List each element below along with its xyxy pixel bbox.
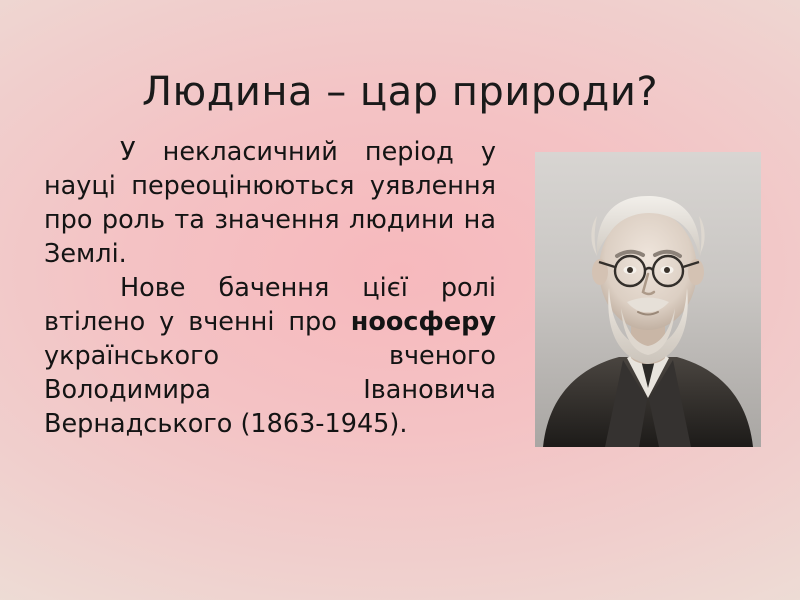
paragraph-2-bold-term: ноосферу <box>350 307 496 338</box>
portrait-figure <box>535 152 761 447</box>
portrait-image <box>535 152 761 447</box>
paragraph-1: У некласичний період у науці переоцінюються уявлення про роль та значення людини на Землі. <box>44 137 496 270</box>
slide-body-text <box>44 135 496 441</box>
page-title: Людина – цар природи? <box>141 68 659 115</box>
paragraph-2-before-bold: Нове бачення цієї ролі втілено у вченні про <box>44 273 496 338</box>
paragraph-2 <box>44 271 496 441</box>
paragraph-2-after-bold: українського вченого Володимира Івановича Вернадського (1863-1945). <box>44 341 496 440</box>
